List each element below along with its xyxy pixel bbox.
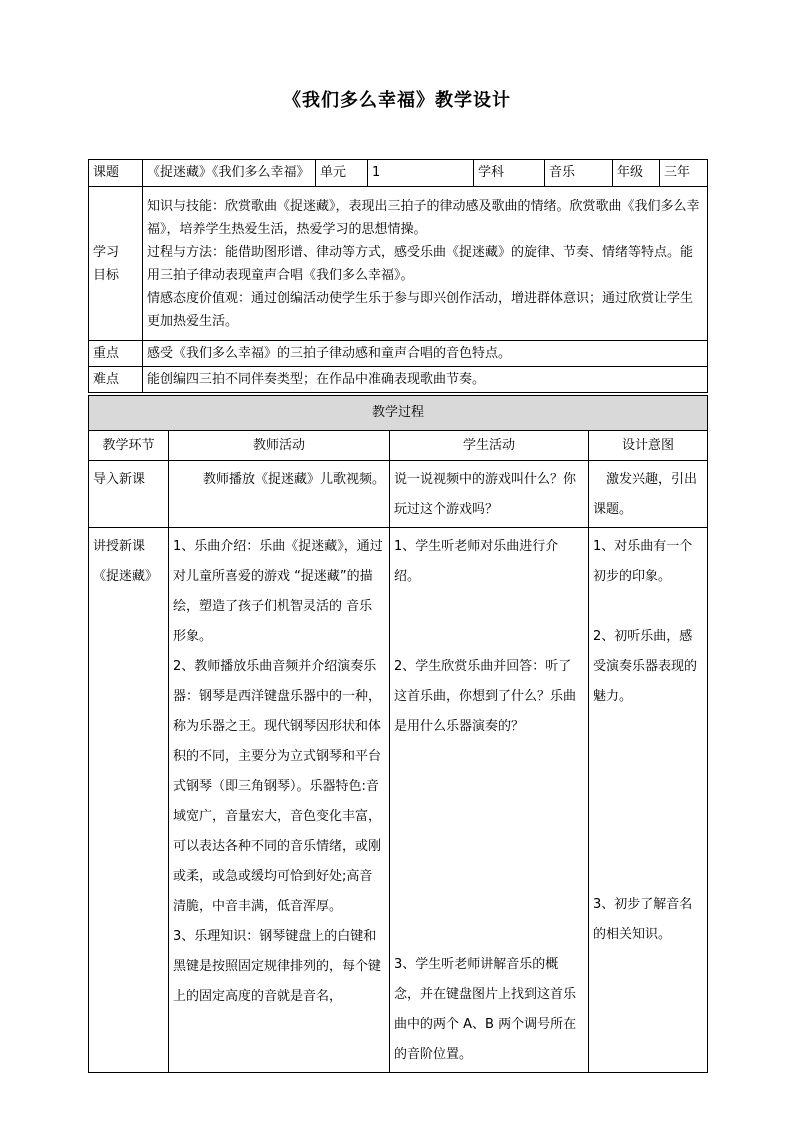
process-header: 教学过程: [89, 396, 708, 431]
column-student: 学生活动: [390, 431, 589, 461]
objective-attitude: 情感态度价值观：通过创编活动使学生乐于参与即兴创作活动，增进群体意识；通过欣赏让学生更加热爱生活。: [147, 290, 694, 329]
teacher-step-2: 2、教师播放乐曲音频并介绍演奏乐器：钢琴是西洋键盘乐器中的一种，称为乐器之王。现代钢琴因形状和体积的不同，主要分为立式钢琴和平台式钢琴（即三角钢琴）。乐器特色:音域宽广，音量宏大，音色变化丰富，可以表达各种不同的音乐情绪，或刚或柔，或急或缓均可恰到好处;高音清脆，中音丰满，低音浑厚。: [173, 659, 382, 914]
lesson-stage-line1: 讲授新课: [93, 539, 146, 554]
key-point-text: 感受《我们多么幸福》的三拍子律动感和童声合唱的音色特点。: [143, 341, 708, 367]
intro-stage: 导入新课: [89, 461, 169, 528]
unit-value: 1: [368, 160, 474, 187]
process-table: [88, 395, 708, 1073]
student-step-3: 3、学生听老师讲解音乐的概念，并在键盘图片上找到这首乐曲中的两个 A、B 两个调号所在的音阶位置。: [394, 957, 577, 1062]
lesson-stage: [89, 528, 169, 1073]
intro-student: 说一说视频中的游戏叫什么？你玩过这个游戏吗？: [390, 461, 589, 528]
column-teacher: 教师活动: [169, 431, 390, 461]
lesson-intent: [589, 528, 708, 1073]
subject-label: 学科: [474, 160, 545, 187]
difficulty-text: 能创编四三拍不同伴奏类型；在作品中准确表现歌曲节奏。: [143, 367, 708, 393]
topic-label: 课题: [89, 160, 143, 187]
student-step-1: 1、学生听老师对乐曲进行介绍。: [394, 539, 559, 584]
intent-step-1: 1、对乐曲有一个初步的印象。: [593, 539, 693, 584]
page-title: 《我们多么幸福》教学设计: [283, 90, 511, 111]
subject-value: 音乐: [545, 160, 613, 187]
intro-intent: 激发兴趣，引出课题。: [589, 461, 708, 528]
lesson-teacher: [169, 528, 390, 1073]
grade-value: 三年: [660, 160, 708, 187]
info-table: [88, 159, 708, 393]
lesson-student: [390, 528, 589, 1073]
objective-process: 过程与方法：能借助图形谱、律动等方式，感受乐曲《捉迷藏》的旋律、节奏、情绪等特点。能用三拍子律动表现童声合唱《我们多么幸福》。: [147, 244, 694, 283]
intent-step-3: 3、初步了解音名的相关知识。: [593, 897, 693, 942]
column-stage: 教学环节: [89, 431, 169, 461]
student-step-2: 2、学生欣赏乐曲并回答：听了这首乐曲，你想到了什么？乐曲是用什么乐器演奏的？: [394, 659, 577, 734]
lesson-stage-line2: 《捉迷藏》: [93, 569, 159, 584]
teacher-step-3: 3、乐理知识：钢琴键盘上的白键和黑键是按照固定规律排列的，每个键上的固定高度的音就是音名，: [173, 929, 382, 1004]
objectives-content: [143, 187, 708, 341]
unit-label: 单元: [316, 160, 368, 187]
difficulty-label: 难点: [89, 367, 143, 393]
objective-knowledge: 知识与技能：欣赏歌曲《捉迷藏》，表现出三拍子的律动感及歌曲的情绪。欣赏歌曲《我们多么幸福》，培养学生热爱生活，热爱学习的思想情操。: [147, 198, 700, 237]
objectives-label: [89, 187, 143, 341]
intro-teacher: 教师播放《捉迷藏》儿歌视频。: [169, 461, 390, 528]
intent-step-2: 2、初听乐曲，感受演奏乐器表现的魅力。: [593, 629, 698, 704]
column-intent: 设计意图: [589, 431, 708, 461]
grade-label: 年级: [613, 160, 660, 187]
topic-value: 《捉迷藏》《我们多么幸福》: [143, 160, 316, 187]
teacher-step-1: 1、乐曲介绍：乐曲《捉迷藏》，通过对儿童所喜爱的游戏 “捉迷藏”的描绘，塑造了孩子们机智灵活的 音乐形象。: [173, 539, 383, 644]
key-point-label: 重点: [89, 341, 143, 367]
objectives-label-line1: 学习: [93, 244, 120, 260]
objectives-label-line2: 目标: [93, 267, 120, 283]
